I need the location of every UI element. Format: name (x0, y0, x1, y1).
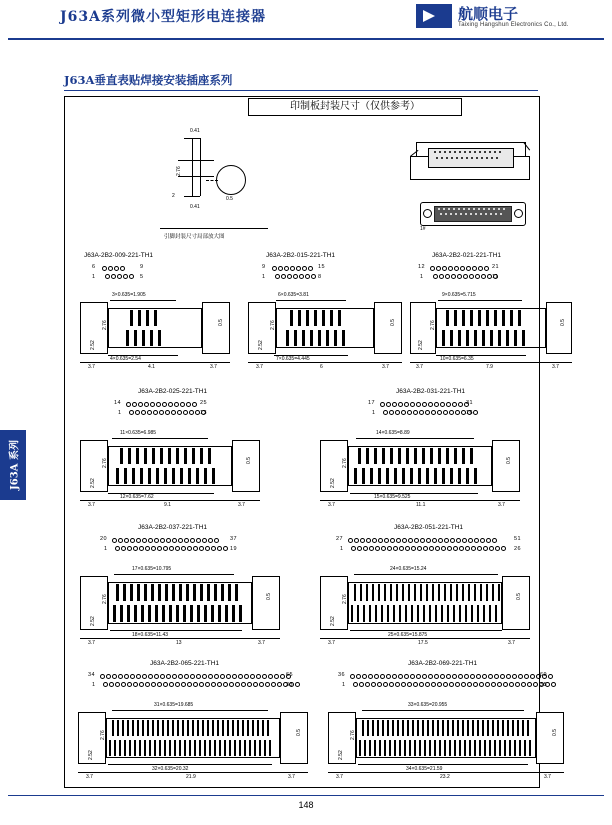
foot-dim-right: 3.7 (210, 364, 217, 370)
footprint-031 (320, 388, 540, 520)
pin-label-top-right: 37 (230, 536, 238, 542)
pin-label-top-left: 27 (336, 536, 344, 542)
footprint-009 (80, 252, 240, 382)
dim-bottom: 15×0.635=9.525 (374, 494, 411, 500)
pin-label-bottom-left: 1 (372, 410, 376, 416)
foot-dim-mid: 21.9 (186, 774, 196, 780)
dim-right: 0.5 (390, 319, 396, 326)
pin-label-bottom-left: 1 (262, 274, 266, 280)
dim-bottom: 34×0.635=21.59 (406, 766, 443, 772)
pin-label-top-left: 6 (92, 264, 96, 270)
pin-label-top-right: 9 (140, 264, 144, 270)
foot-dim-mid: 9.1 (164, 502, 171, 508)
pin-label-top-right: 15 (318, 264, 326, 270)
pin-label-top-left: 20 (100, 536, 108, 542)
company-name-cn: 航顺电子 (458, 5, 519, 23)
foot-dim-left: 3.7 (88, 364, 95, 370)
pin-label-top-left: 36 (338, 672, 346, 678)
foot-dim-mid: 4.1 (148, 364, 155, 370)
footprint-037 (80, 524, 300, 658)
dim-left-2: 2.52 (330, 478, 336, 488)
pin-label-top-left: 12 (418, 264, 426, 270)
foot-dim-mid: 23.2 (440, 774, 450, 780)
dim-top: 14×0.635=8.89 (376, 430, 410, 436)
foot-dim-mid: 7.9 (486, 364, 493, 370)
foot-dim-left: 3.7 (416, 364, 423, 370)
footprint-title: J63A-2B2-051-221-TH1 (394, 524, 464, 531)
pin-label-top-right: 65 (286, 672, 294, 678)
dim-left-1: 2.76 (102, 594, 108, 604)
dim-left-1: 2.76 (342, 594, 348, 604)
footprint-021 (410, 252, 580, 382)
foot-dim-right: 3.7 (288, 774, 295, 780)
footprint-title: J63A-2B2-025-221-TH1 (138, 388, 208, 395)
detail-caption: 引脚封装尺寸局部放大图 (164, 234, 225, 240)
foot-dim-left: 3.7 (336, 774, 343, 780)
footprint-title: J63A-2B2-037-221-TH1 (138, 524, 208, 531)
detail-dim-small: 2 (172, 193, 175, 199)
pin-label-top-left: 34 (88, 672, 96, 678)
dim-bottom: 4×0.635=2.54 (110, 356, 141, 362)
pin-label-bottom-right: 8 (318, 274, 322, 280)
foot-dim-right: 3.7 (258, 640, 265, 646)
dim-top: 11×0.635=6.985 (120, 430, 157, 436)
dim-left-2: 2.52 (90, 340, 96, 350)
dim-left-1: 2.76 (342, 458, 348, 468)
connector-front-illustration (420, 200, 524, 232)
foot-dim-left: 3.7 (88, 640, 95, 646)
footprint-title: J63A-2B2-065-221-TH1 (150, 660, 220, 667)
foot-dim-mid: 6 (320, 364, 323, 370)
pin-label-bottom-right: 19 (230, 546, 238, 552)
dim-bottom: 12×0.635=7.62 (120, 494, 154, 500)
pin-label-bottom-left: 1 (92, 274, 96, 280)
foot-dim-left: 3.7 (328, 502, 335, 508)
footprint-title: J63A-2B2-015-221-TH1 (266, 252, 336, 259)
dim-bottom: 32×0.635=20.32 (152, 766, 189, 772)
company-name-en: Taixing Hangshun Electronics Co., Ltd. (458, 22, 569, 28)
pin-label-top-right: 51 (514, 536, 522, 542)
foot-dim-left: 3.7 (256, 364, 263, 370)
dim-bottom: 18×0.635=11.43 (132, 632, 169, 638)
dim-top: 6×0.635=3.81 (278, 292, 309, 298)
dim-left-2: 2.52 (90, 616, 96, 626)
footprint-title: J63A-2B2-069-221-TH1 (408, 660, 478, 667)
dim-bottom: 10×0.635=6.35 (440, 356, 474, 362)
pin-label-bottom-left: 1 (92, 682, 96, 688)
company-logo (416, 2, 604, 36)
pin-label-bottom-right: 16 (466, 410, 474, 416)
series-side-tab (0, 430, 26, 500)
dim-bottom: 25×0.635=15.875 (388, 632, 428, 638)
dim-top: 17×0.635=10.795 (132, 566, 172, 572)
detail-dim-left: 2.76 (176, 166, 182, 176)
foot-dim-right: 3.7 (544, 774, 551, 780)
dim-left-1: 2.76 (102, 320, 108, 330)
dim-top: 33×0.635=20.955 (408, 702, 448, 708)
pin-label-top-left: 17 (368, 400, 376, 406)
dim-right: 0.5 (516, 593, 522, 600)
pin-label-bottom-left: 1 (420, 274, 424, 280)
footprint-015 (248, 252, 408, 382)
pin-label-bottom-right: 5 (140, 274, 144, 280)
footprint-title: J63A-2B2-009-221-TH1 (84, 252, 154, 259)
dim-right: 0.5 (552, 729, 558, 736)
drawing-banner: 印制板封装尺寸（仅供参考） (248, 98, 462, 116)
detail-dim-bottom: 0.41 (190, 204, 200, 210)
detail-dim-top: 0.41 (190, 128, 200, 134)
dim-top: 24×0.635=15.24 (390, 566, 427, 572)
series-side-tab-label: J63A 系列 (9, 440, 21, 490)
pin-label-bottom-right: 13 (200, 410, 208, 416)
dim-right: 0.5 (218, 319, 224, 326)
pin-label-bottom-left: 1 (118, 410, 122, 416)
footprint-025 (80, 388, 280, 520)
dim-top: 9×0.635=5.715 (442, 292, 476, 298)
dim-left-1: 2.76 (270, 320, 276, 330)
dim-left-2: 2.52 (338, 750, 344, 760)
pin-label-bottom-left: 1 (342, 682, 346, 688)
pin-label-top-right: 31 (466, 400, 474, 406)
dim-left-2: 2.52 (90, 478, 96, 488)
page-header (0, 0, 612, 40)
detail-dim-right: 0.5 (226, 196, 233, 202)
pin-label-bottom-right: 33 (286, 682, 294, 688)
connector-pin1-label: 1# (420, 226, 426, 232)
footprint-title: J63A-2B2-021-221-TH1 (432, 252, 502, 259)
dim-left-2: 2.52 (258, 340, 264, 350)
dim-left-1: 2.76 (430, 320, 436, 330)
detail-magnifier-circle (216, 165, 246, 195)
dim-left-2: 2.52 (418, 340, 424, 350)
pin-label-bottom-right: 11 (492, 274, 499, 280)
footprint-069 (328, 660, 568, 784)
pin-label-bottom-right: 35 (540, 682, 548, 688)
foot-dim-right: 3.7 (382, 364, 389, 370)
pin-label-top-right: 25 (200, 400, 208, 406)
connector-3d-illustration (406, 134, 532, 194)
foot-dim-right: 3.7 (238, 502, 245, 508)
dim-top: 31×0.635=19.685 (154, 702, 194, 708)
foot-dim-left: 3.7 (328, 640, 335, 646)
flag-icon (416, 4, 452, 28)
foot-dim-right: 3.7 (552, 364, 559, 370)
pin-label-top-left: 9 (262, 264, 266, 270)
footer-divider (8, 795, 604, 796)
pin-label-top-right: 21 (492, 264, 500, 270)
dim-right: 0.5 (560, 319, 566, 326)
footprint-065 (78, 660, 318, 784)
foot-dim-right: 3.7 (508, 640, 515, 646)
dim-left-1: 2.76 (100, 730, 106, 740)
foot-dim-right: 3.7 (498, 502, 505, 508)
page-number: 148 (298, 800, 314, 810)
section-title: J63A垂直表贴焊接安装插座系列 (64, 73, 233, 87)
pin-label-bottom-left: 1 (104, 546, 108, 552)
dim-left-1: 2.76 (102, 458, 108, 468)
dim-left-2: 2.52 (88, 750, 94, 760)
pin-label-bottom-left: 1 (340, 546, 344, 552)
dim-right: 0.5 (246, 457, 252, 464)
dim-left-1: 2.76 (350, 730, 356, 740)
pin-label-bottom-right: 26 (514, 546, 522, 552)
header-divider (8, 38, 604, 40)
pin-label-top-right: 69 (540, 672, 548, 678)
foot-dim-left: 3.7 (88, 502, 95, 508)
foot-dim-left: 3.7 (86, 774, 93, 780)
foot-dim-mid: 17.5 (418, 640, 428, 646)
dim-left-2: 2.52 (330, 616, 336, 626)
footprint-title: J63A-2B2-031-221-TH1 (396, 388, 466, 395)
foot-dim-mid: 13 (176, 640, 182, 646)
footprint-051 (320, 524, 550, 658)
dim-right: 0.5 (506, 457, 512, 464)
dim-top: 3×0.635=1.905 (112, 292, 146, 298)
dim-right: 0.5 (296, 729, 302, 736)
dim-bottom: 7×0.635=4.445 (276, 356, 310, 362)
dim-right: 0.5 (266, 593, 272, 600)
section-divider (64, 90, 538, 91)
foot-dim-mid: 11.1 (416, 502, 426, 508)
pin-label-top-left: 14 (114, 400, 122, 406)
page-title: J63A系列微小型矩形电连接器 (60, 9, 266, 25)
